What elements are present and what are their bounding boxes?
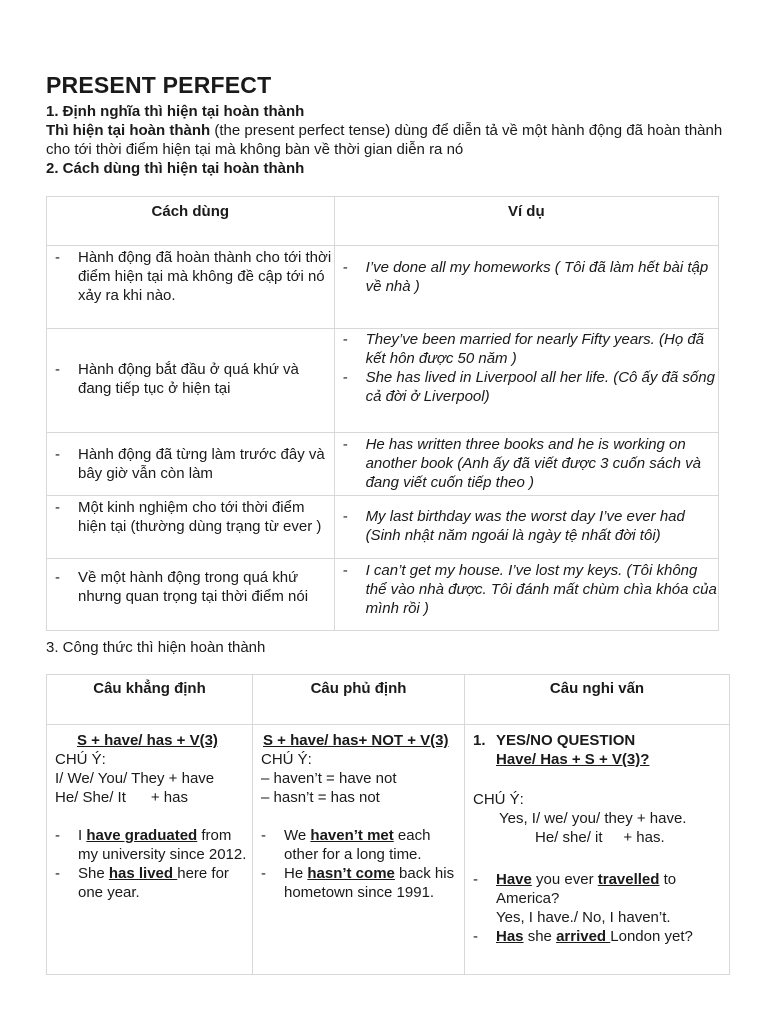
- example-answer: Yes, I have./ No, I haven’t.: [496, 909, 671, 926]
- table-row: [47, 329, 719, 433]
- definition-term: Thì hiện tại hoàn thành: [46, 122, 211, 139]
- formula-table: [46, 674, 730, 975]
- example-cell: [334, 246, 718, 329]
- example-text: - She has lived in Liverpool all her life. (Cô ấy đã sống cả đời ở Liverpool): [335, 368, 718, 406]
- usage-cell: [47, 559, 335, 631]
- negative-formula: S + have/ has+ NOT + V(3): [263, 732, 449, 749]
- example-cell: [334, 433, 718, 496]
- usage-text: - Hành động đã hoàn thành cho tới thời điểm hiện tại mà không đề cập tới nó xảy ra khi nào.: [47, 248, 334, 305]
- usage-text: - Hành động bắt đầu ở quá khứ và đang tiếp tục ở hiện tại: [47, 360, 334, 398]
- example-text: - I have graduated from my university since 2012.: [47, 826, 252, 864]
- note-line: Yes, I/ we/ you/ they + have.: [499, 810, 687, 827]
- note-line: He/ she/ it + has.: [535, 829, 665, 846]
- example-text: - He hasn’t come back his hometown since 1991.: [253, 864, 464, 902]
- question-formula: Have/ Has + S + V(3)?: [496, 751, 650, 768]
- note-line: I/ We/ You/ They + have: [55, 770, 215, 787]
- note-label: CHÚ Ý:: [473, 791, 524, 808]
- question-number: 1.: [473, 732, 486, 749]
- intro-block: [46, 102, 736, 178]
- definition-text: (the present perfect tense) dùng để diễn tả về một hành động đã hoàn thành cho tới thời điểm hiện tại mà không bàn về thời gian diễn ra nó: [46, 122, 723, 158]
- usage-cell: [47, 496, 335, 559]
- section2-heading: 2. Cách dùng thì hiện tại hoàn thành: [46, 160, 305, 177]
- example-text: - I can’t get my house. I’ve lost my keys. (Tôi không thể vào nhà được. Tôi đánh mất chùm chìa khóa của mình rồi ): [335, 561, 718, 618]
- formula-table-header: [47, 675, 730, 725]
- formula-row: [47, 725, 730, 975]
- section3-heading: 3. Công thức thì hiện hoàn thành: [46, 639, 266, 656]
- example-cell: [334, 496, 718, 559]
- table-row: [47, 433, 719, 496]
- question-heading: YES/NO QUESTION: [496, 732, 636, 749]
- example-text: - He has written three books and he is working on another book (Anh ấy đã viết được 3 cuốn sách và đang viết cuốn tiếp theo ): [335, 435, 718, 492]
- column-header-example: Ví dụ: [334, 197, 718, 246]
- example-cell: [334, 329, 718, 433]
- note-line: – haven’t = have not: [261, 770, 397, 787]
- affirmative-cell: [47, 725, 253, 975]
- example-text: - We haven’t met each other for a long time.: [253, 826, 464, 864]
- usage-text: - Hành động đã từng làm trước đây và bây giờ vẫn còn làm: [47, 445, 334, 483]
- negative-cell: [253, 725, 465, 975]
- table-row: [47, 496, 719, 559]
- question-cell: [465, 725, 730, 975]
- column-header-affirmative: Câu khẳng định: [47, 675, 253, 725]
- example-text: - I’ve done all my homeworks ( Tôi đã làm hết bài tập về nhà ): [335, 258, 718, 296]
- example-text: - Has she arrived London yet?: [465, 927, 729, 946]
- column-header-usage: Cách dùng: [47, 197, 335, 246]
- usage-cell: [47, 433, 335, 496]
- column-header-negative: Câu phủ định: [253, 675, 465, 725]
- usage-table: [46, 196, 719, 631]
- section1-heading: 1. Định nghĩa thì hiện tại hoàn thành: [46, 103, 305, 120]
- example-text: - Have you ever travelled to America? Yes, I have./ No, I haven’t.: [465, 870, 729, 927]
- usage-text: - Về một hành động trong quá khứ nhưng quan trọng tại thời điểm nói: [47, 568, 334, 606]
- example-text: - They’ve been married for nearly Fifty years. (Họ đã kết hôn được 50 năm ): [335, 330, 718, 368]
- usage-text: - Một kinh nghiệm cho tới thời điểm hiện tại (thường dùng trạng từ ever ): [47, 498, 334, 536]
- example-text: - She has lived here for one year.: [47, 864, 252, 902]
- table-row: [47, 559, 719, 631]
- note-label: CHÚ Ý:: [261, 751, 312, 768]
- usage-cell: [47, 246, 335, 329]
- definition-paragraph: [46, 121, 736, 159]
- page-title: PRESENT PERFECT: [46, 72, 272, 98]
- note-label: CHÚ Ý:: [55, 751, 106, 768]
- example-text: - My last birthday was the worst day I’ve ever had (Sinh nhật năm ngoái là ngày tệ nhất đời tôi): [335, 507, 718, 545]
- usage-cell: [47, 329, 335, 433]
- column-header-question: Câu nghi vấn: [465, 675, 730, 725]
- example-cell: [334, 559, 718, 631]
- affirmative-formula: S + have/ has + V(3): [77, 732, 218, 749]
- note-line: He/ She/ It + has: [55, 789, 188, 806]
- note-line: – hasn’t = has not: [261, 789, 380, 806]
- usage-table-header: [47, 197, 719, 246]
- table-row: [47, 246, 719, 329]
